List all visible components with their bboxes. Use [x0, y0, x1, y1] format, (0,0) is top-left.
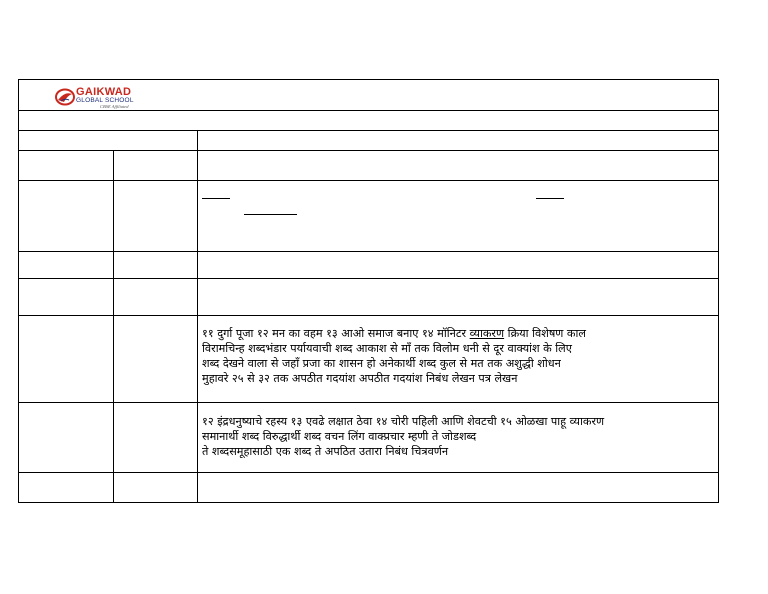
fill-in-blank: [244, 214, 297, 215]
school-subtitle: GLOBAL SCHOOL: [76, 97, 134, 104]
syllabus-line: समानार्थी शब्द विरुद्धार्थी शब्द वचन लिंग वाक्प्रचार म्हणी ते जोडशब्द: [202, 430, 477, 443]
fill-in-blank: [536, 198, 564, 199]
school-tagline: CBSE Affiliated: [100, 104, 129, 109]
row-divider: [19, 315, 718, 316]
school-emblem-icon: [55, 88, 75, 106]
row-divider: [19, 110, 718, 111]
school-name: GAIKWAD: [76, 86, 132, 98]
fill-in-blank: [202, 198, 230, 199]
syllabus-line: [202, 326, 714, 341]
grammar-heading: व्याकरण: [469, 327, 505, 340]
school-logo: [55, 86, 155, 108]
row-divider: [19, 150, 718, 151]
column-divider: [197, 130, 198, 503]
syllabus-line: १२ इंद्रधनुष्याचे रहस्य १३ एवढे लक्षात ठेवा १४ चोरी पहिली आणि शेवटची १५ ओळखा पाहू व्याकरण: [202, 415, 605, 428]
syllabus-table: [18, 79, 719, 503]
syllabus-text: क्रिया विशेषण काल: [504, 327, 587, 340]
syllabus-line: ते शब्दसमूहासाठी एक शब्द ते अपठित उतारा निबंध चित्रवर्णन: [202, 445, 449, 458]
row-divider: [19, 251, 718, 252]
row-divider: [19, 472, 718, 473]
marathi-syllabus-text: [202, 414, 714, 459]
syllabus-line: विरामचिन्ह शब्दभंडार पर्यायवाची शब्द आकाश से माँ तक विलोम धनी से दूर वाक्यांश के लिए: [202, 342, 572, 355]
column-divider: [113, 150, 114, 503]
row-divider: [19, 402, 718, 403]
hindi-syllabus-text: [202, 326, 714, 386]
row-divider: [19, 278, 718, 279]
syllabus-text: ११ दुर्गा पूजा १२ मन का वहम १३ आओ समाज बनाए १४ मॉनिटर: [202, 327, 470, 340]
syllabus-line: मुहावरे २५ से ३२ तक अपठीत गदयांश अपठीत गदयांश निबंध लेखन पत्र लेखन: [202, 372, 518, 385]
row-divider: [19, 130, 718, 131]
syllabus-line: शब्द देखने वाला से जहाँ प्रजा का शासन हो अनेकार्थी शब्द कुल से मत तक अशुद्धी शोधन: [202, 357, 561, 370]
row-divider: [19, 180, 718, 181]
